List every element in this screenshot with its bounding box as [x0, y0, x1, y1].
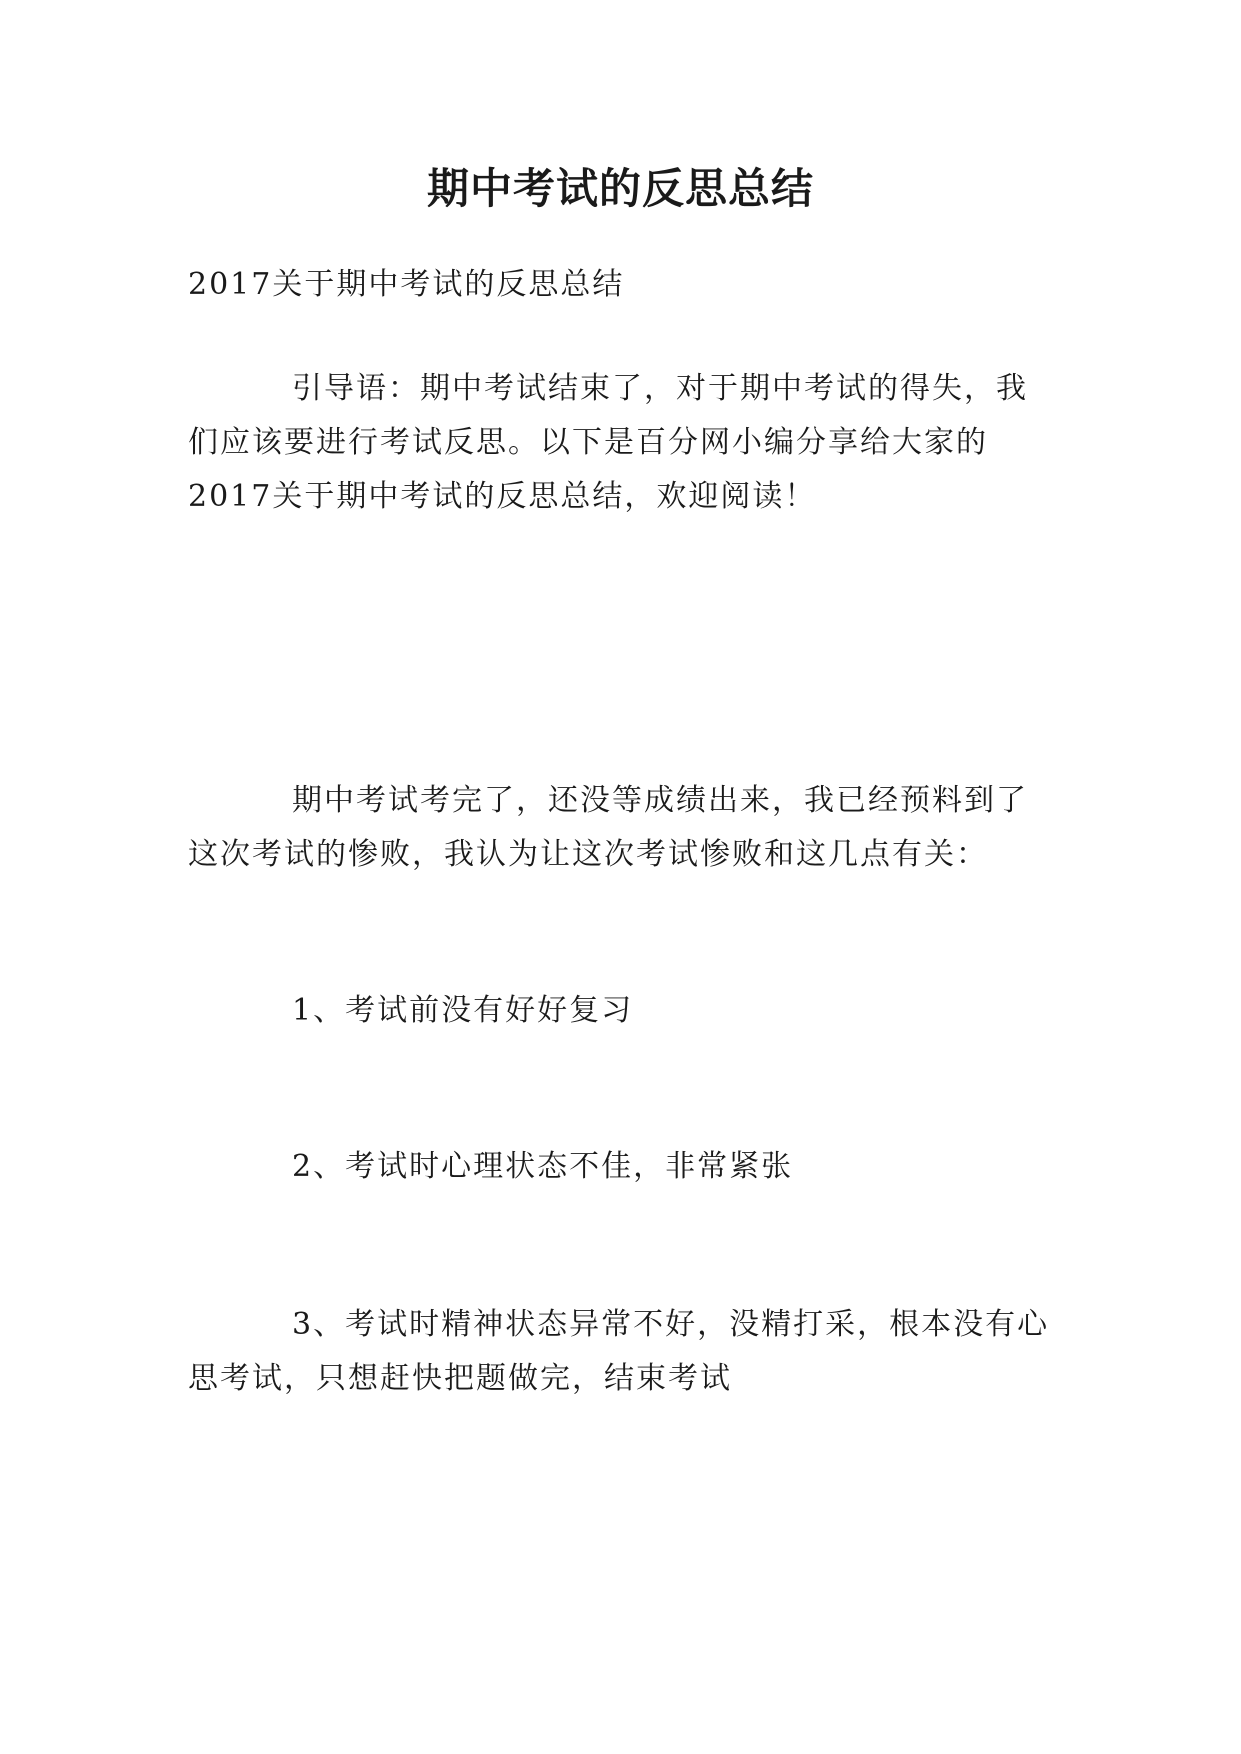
document-title: 期中考试的反思总结 [426, 164, 814, 213]
intro-paragraph: 引导语：期中考试结束了，对于期中考试的得失，我们应该要进行考试反思。以下是百分网小编分享给大家的2017关于期中考试的反思总结，欢迎阅读！ [188, 371, 1028, 514]
list-item-1: 1、考试前没有好好复习 [292, 993, 634, 1028]
body-paragraph: 期中考试考完了，还没等成绩出来，我已经预料到了这次考试的惨败，我认为让这次考试惨败和这几点有关： [188, 783, 1028, 872]
list-item-3: 3、考试时精神状态异常不好，没精打采，根本没有心思考试，只想赶快把题做完，结束考试 [188, 1307, 1050, 1396]
list-item-2: 2、考试时心理状态不佳，非常紧张 [292, 1149, 794, 1184]
document-subtitle: 2017关于期中考试的反思总结 [188, 267, 625, 302]
